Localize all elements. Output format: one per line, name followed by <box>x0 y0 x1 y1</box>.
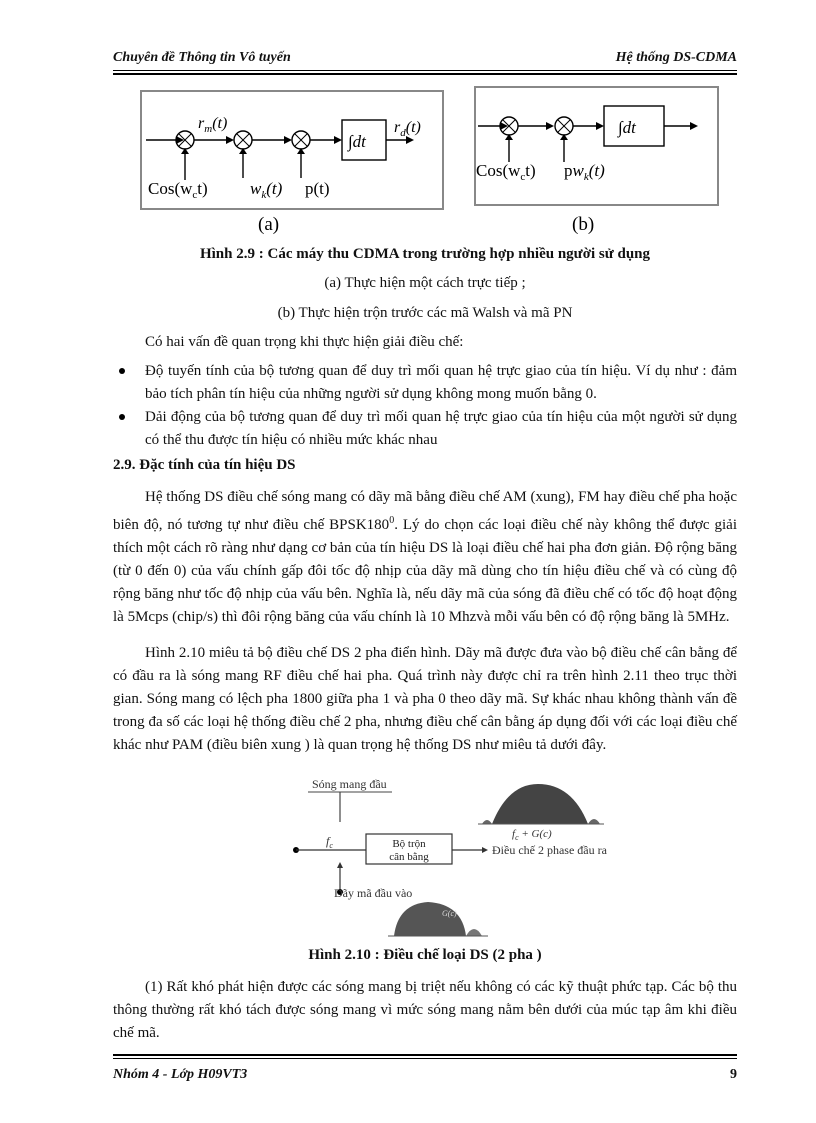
figure-2-9-line-a: (a) Thực hiện một cách trực tiếp ; <box>324 275 526 291</box>
svg-text:Bộ trộn: Bộ trộn <box>392 838 426 850</box>
figure-2-9-line-b: (b) Thực hiện trộn trước các mã Walsh và mã PN <box>277 305 573 321</box>
svg-text:rd(t): $r_d(t)$ <box>394 119 421 139</box>
svg-text:Dãy mã đầu vào: Dãy mã đầu vào <box>334 886 413 900</box>
svg-text:Cos(wct): $Cos(w_ct)$ <box>148 179 208 201</box>
bullet-dot <box>119 414 125 420</box>
svg-text:∫dt: ∫dt <box>618 118 636 137</box>
figure-2-10 <box>282 776 752 938</box>
svg-text:rm(t): $r_m(t)$ <box>198 115 228 135</box>
bullet-dot <box>119 368 125 374</box>
figure-2-9a <box>140 90 444 238</box>
svg-text:p(t): p(t) <box>305 179 330 198</box>
paragraph-3: (1) Rất khó phát hiện được các sóng mang bị triệt nếu không có các kỹ thuật phức tạp. Các bộ thu thông thường rất khó tách được sóng mang vì mức sóng mang nằm bên dưới của múc tạp âm khi điều chế mã. <box>113 979 737 1041</box>
svg-text:Sóng mang đầu: Sóng mang đầu <box>312 777 387 791</box>
header-rule <box>113 70 737 75</box>
footer-left: Nhóm 4 - Lớp H09VT3 <box>113 1067 248 1082</box>
svg-text:(b): (b) <box>572 214 595 234</box>
page-footer <box>113 1067 737 1083</box>
svg-text:wk(t): $w_k(t)$ <box>250 179 283 201</box>
figure-2-10-caption: Hình 2.10 : Điều chế loại DS (2 pha ) <box>308 947 542 963</box>
bullet-item: Độ tuyến tính của bộ tương quan để duy trì mối quan hệ trực giao của tín hiệu. Ví dụ như : đảm bảo tích phân tín hiệu của những người sử dụng không mong muốn bằng 0. <box>145 363 737 402</box>
header-left: Chuyên đề Thông tin Vô tuyến <box>113 50 291 65</box>
svg-text:(a): (a) <box>258 214 280 235</box>
paragraph-1: Hệ thống DS điều chế sóng mang có dãy mã bằng điều chế AM (xung), FM hay điều chế pha hoặc biên độ, nó tương tự như điều chế $BPSK180^0$. Lý do chọn các loại điều chế này không thể được giải thích một cách rõ ràng như dạng cơ bản của tín hiệu DS là loại điều chế hai pha đơn giản. Độ rộng băng (từ 0 đến 0) của vấu chính gấp đôi tốc độ nhịp của dãy mã dùng cho tín hiệu điều chế và có cùng độ rộng băng như tốc độ nhịp của vấu bên. Nghĩa là, nếu dãy mã của sóng đã điều chế có tốc độ hoạt động là 5Mcps (chip/s) thì đôi rộng băng của vấu chính là 10 Mhzvà mỗi vấu bên có độ rộng băng là 5MHz. <box>113 489 737 625</box>
section-heading: 2.9. Đặc tính của tín hiệu DS <box>113 457 296 473</box>
footer-rule <box>113 1054 737 1059</box>
header-right: Hệ thống DS-CDMA <box>615 50 737 65</box>
page-header <box>113 50 737 70</box>
svg-text:G(c): G(c) <box>442 909 457 918</box>
svg-text:pwk(t): $pw_k(t)$ <box>564 161 605 183</box>
figure-2-9-caption: Hình 2.9 : Các máy thu CDMA trong trường hợp nhiều người sử dụng <box>199 246 651 262</box>
svg-text:fc + G(c): $f_c + G(c)$ <box>512 828 552 842</box>
page-number: 9 <box>730 1067 737 1082</box>
svg-text:cân bằng: cân bằng <box>389 851 429 863</box>
svg-text:fc: $f_c$ <box>326 834 333 850</box>
paragraph-2: Hình 2.10 miêu tả bộ điều chế DS 2 pha điển hình. Dãy mã được đưa vào bộ điều chế cân bằng để có đầu ra là sóng mang RF điều chế hai pha. Quá trình này được chỉ ra trên hình 2.11 theo trục thời gian. Sóng mang có lệch pha 1800 giữa pha 1 và pha 0 theo dãy mã. Sự khác nhau không thành vấn đề trong đa số các loại hệ thống điều chế 2 pha, nhưng điều chế cân bằng áp dụng đối với các loại điều chế khác như PAM (điều biên xung ) là quan trọng hệ thống DS như miêu tả dưới đây. <box>113 645 737 753</box>
svg-text:∫dt: ∫dt <box>348 132 366 151</box>
figure-2-9b <box>474 86 720 234</box>
intro-paragraph: Có hai vấn đề quan trọng khi thực hiện giải điều chế: <box>145 334 464 350</box>
bullet-item: Dải động của bộ tương quan để duy trì mối quan hệ trực giao của tín hiệu của một người sử dụng có thể thu được tín hiệu có nhiều mức khác nhau <box>145 409 737 448</box>
svg-text:Điều chế 2 phase đầu ra: Điều chế 2 phase đầu ra <box>492 843 607 857</box>
svg-text:Cos(wct): $Cos(w_ct)$ <box>476 161 536 183</box>
